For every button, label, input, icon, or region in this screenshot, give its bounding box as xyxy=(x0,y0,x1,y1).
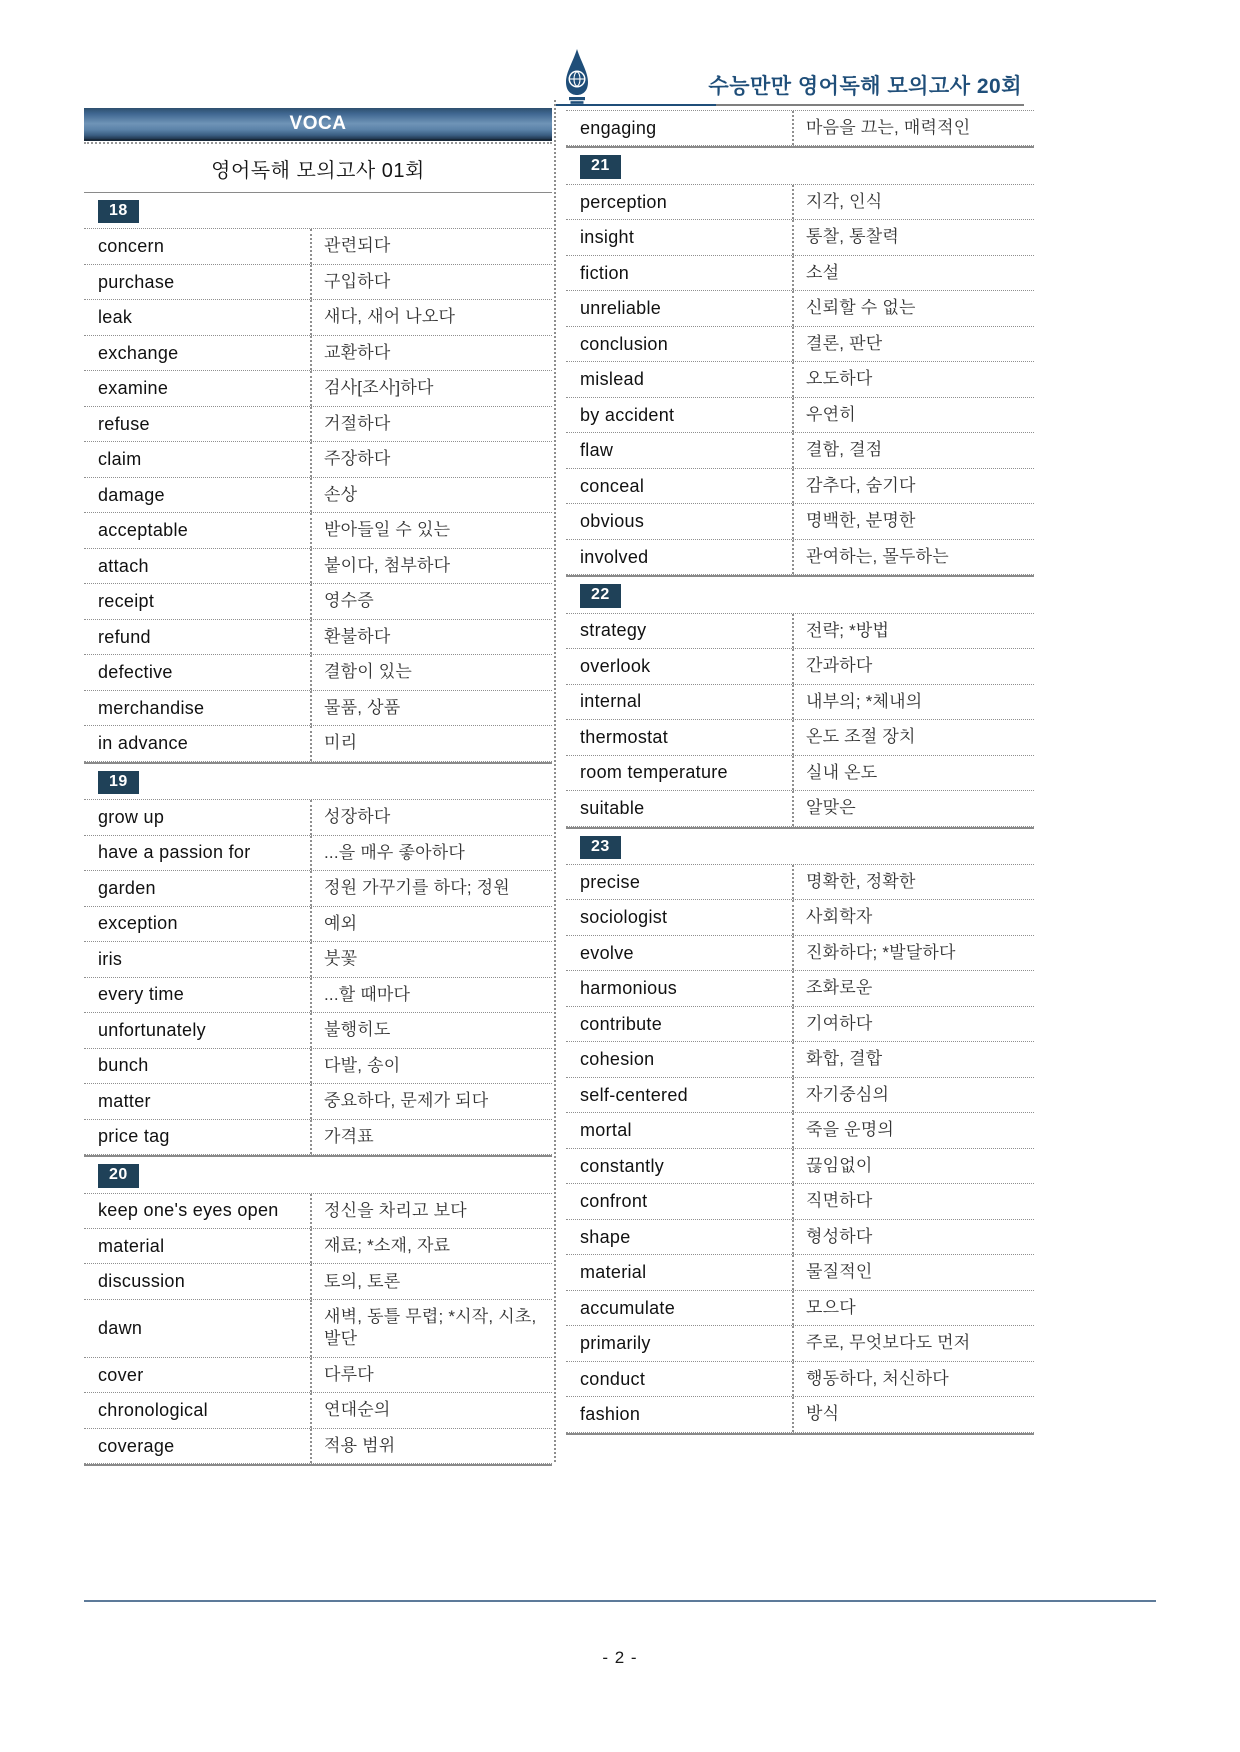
section-end-rule xyxy=(566,1433,1034,1435)
vocab-term: involved xyxy=(566,540,794,575)
pen-globe-logo-icon xyxy=(560,48,594,106)
vocab-term: examine xyxy=(84,371,312,406)
vocab-meaning: 검사[조사]하다 xyxy=(324,378,434,398)
vocab-meaning: 교환하다 xyxy=(324,342,391,362)
vocab-table xyxy=(566,613,1034,827)
vocab-meaning: 다루다 xyxy=(324,1364,374,1384)
vocab-term: thermostat xyxy=(566,720,794,755)
vocab-meaning: ...을 매우 좋아하다 xyxy=(324,842,465,862)
vocab-term: confront xyxy=(566,1184,794,1219)
vocab-meaning: 신뢰할 수 없는 xyxy=(806,298,916,318)
vocab-row xyxy=(566,756,1034,792)
vocab-meaning: 물질적인 xyxy=(806,1262,873,1282)
page-header xyxy=(556,46,1024,108)
vocab-meaning: 마음을 끄는, 매력적인 xyxy=(806,118,971,137)
vocab-meaning: 오도하다 xyxy=(806,369,873,389)
vocab-meaning: 주로, 무엇보다도 먼저 xyxy=(806,1333,971,1353)
vocab-row xyxy=(84,265,552,301)
vocab-term: unreliable xyxy=(566,291,794,326)
vocab-row xyxy=(566,433,1034,469)
vocab-term: conduct xyxy=(566,1362,794,1397)
vocab-row xyxy=(566,256,1034,292)
vocab-row xyxy=(566,184,1034,220)
section-number-badge: 22 xyxy=(580,584,621,607)
vocab-term: accumulate xyxy=(566,1291,794,1326)
vocab-meaning: 받아들일 수 있는 xyxy=(324,520,451,540)
vocab-term: insight xyxy=(566,220,794,255)
section-badge-row xyxy=(566,829,1034,864)
vocab-term: material xyxy=(566,1255,794,1290)
vocab-term: contribute xyxy=(566,1007,794,1042)
vocab-term: bunch xyxy=(84,1049,312,1084)
vocab-term: precise xyxy=(566,865,794,899)
vocab-row xyxy=(84,907,552,943)
vocab-row xyxy=(566,110,1034,146)
vocab-row xyxy=(84,655,552,691)
section-number-badge: 23 xyxy=(580,836,621,859)
vocab-term: price tag xyxy=(84,1120,312,1155)
vocab-term: room temperature xyxy=(566,756,794,791)
section-badge-row xyxy=(566,577,1034,612)
vocab-row xyxy=(566,220,1034,256)
vocab-meaning: 알맞은 xyxy=(806,798,856,818)
footer-rule xyxy=(84,1600,1156,1602)
vocab-meaning: 새다, 새어 나오다 xyxy=(324,307,456,327)
vocab-row xyxy=(84,1264,552,1300)
vocab-row xyxy=(566,1362,1034,1398)
vocab-term: self-centered xyxy=(566,1078,794,1113)
vocab-row xyxy=(84,620,552,656)
vocab-row xyxy=(566,504,1034,540)
vocab-term: obvious xyxy=(566,504,794,539)
section-badge-row xyxy=(566,148,1034,183)
vocab-term: refund xyxy=(84,620,312,655)
vocab-meaning: 주장하다 xyxy=(324,449,391,469)
vocab-section xyxy=(84,1157,552,1466)
vocab-row xyxy=(84,513,552,549)
vocab-meaning: 영수증 xyxy=(324,591,374,611)
right-column xyxy=(566,110,1034,1435)
vocab-term: strategy xyxy=(566,614,794,648)
vocab-row xyxy=(566,1397,1034,1433)
vocab-row xyxy=(84,726,552,762)
vocab-term: unfortunately xyxy=(84,1013,312,1048)
vocab-meaning: 관여하는, 몰두하는 xyxy=(806,546,949,566)
vocab-meaning: 죽을 운명의 xyxy=(806,1120,895,1140)
vocab-table xyxy=(84,799,552,1155)
vocab-meaning: 사회학자 xyxy=(806,907,873,927)
vocab-term: coverage xyxy=(84,1429,312,1464)
vocab-meaning: 결론, 판단 xyxy=(806,333,883,353)
vocab-term: primarily xyxy=(566,1326,794,1361)
vocab-row xyxy=(84,978,552,1014)
vocab-meaning: 새벽, 동틀 무렵; *시작, 시초, 발단 xyxy=(324,1306,537,1349)
vocab-meaning: 연대순의 xyxy=(324,1400,391,1420)
vocab-term: fashion xyxy=(566,1397,794,1432)
vocab-term: conclusion xyxy=(566,327,794,362)
vocab-row xyxy=(566,398,1034,434)
vocab-meaning: 물품, 상품 xyxy=(324,697,401,717)
voca-banner-label: VOCA xyxy=(289,112,347,134)
vocab-meaning: 간과하다 xyxy=(806,656,873,676)
vocab-term: grow up xyxy=(84,800,312,834)
vocab-term: damage xyxy=(84,478,312,513)
vocab-term: shape xyxy=(566,1220,794,1255)
vocab-term: every time xyxy=(84,978,312,1013)
vocab-row xyxy=(566,1184,1034,1220)
vocab-term: iris xyxy=(84,942,312,977)
vocab-table xyxy=(84,1193,552,1465)
header-title: 수능만만 영어독해 모의고사 20회 xyxy=(708,75,1022,98)
vocab-row xyxy=(566,1007,1034,1043)
section-number-badge: 20 xyxy=(98,1164,139,1187)
vocab-row xyxy=(84,871,552,907)
vocab-meaning: 토의, 토론 xyxy=(324,1271,401,1291)
vocab-row xyxy=(84,1049,552,1085)
vocab-row xyxy=(566,971,1034,1007)
vocab-row xyxy=(566,900,1034,936)
vocab-meaning: 미리 xyxy=(324,733,358,753)
vocab-row xyxy=(84,478,552,514)
vocab-term: fiction xyxy=(566,256,794,291)
vocab-row xyxy=(84,1358,552,1394)
vocab-term: dawn xyxy=(84,1300,312,1357)
vocab-term: keep one's eyes open xyxy=(84,1194,312,1228)
section-badge-row xyxy=(84,193,552,228)
vocab-term: claim xyxy=(84,442,312,477)
vocab-row xyxy=(84,371,552,407)
vocab-meaning: 방식 xyxy=(806,1404,840,1424)
vocab-row xyxy=(566,1149,1034,1185)
vocab-row xyxy=(84,228,552,264)
vocab-row xyxy=(566,864,1034,900)
vocab-meaning: 결함이 있는 xyxy=(324,662,413,682)
vocab-row xyxy=(566,685,1034,721)
vocab-meaning: 성장하다 xyxy=(324,807,391,827)
vocab-row xyxy=(566,327,1034,363)
vocab-term: attach xyxy=(84,549,312,584)
vocab-row xyxy=(566,362,1034,398)
vocab-term: engaging xyxy=(566,111,794,145)
vocab-row xyxy=(84,442,552,478)
column-divider xyxy=(554,100,556,1462)
vocab-row xyxy=(84,1193,552,1229)
vocab-meaning: 화합, 결합 xyxy=(806,1049,883,1069)
vocab-row xyxy=(566,613,1034,649)
vocab-term: evolve xyxy=(566,936,794,971)
vocab-meaning: 구입하다 xyxy=(324,271,391,291)
vocab-row xyxy=(566,720,1034,756)
vocab-row xyxy=(84,549,552,585)
vocab-meaning: 가격표 xyxy=(324,1126,374,1146)
vocab-meaning: 결함, 결점 xyxy=(806,440,883,460)
vocab-meaning: 내부의; *체내의 xyxy=(806,691,923,711)
vocab-row xyxy=(84,836,552,872)
vocab-row xyxy=(566,649,1034,685)
vocab-meaning: 지각, 인식 xyxy=(806,191,883,211)
vocab-row xyxy=(84,1429,552,1465)
section-end-rule xyxy=(84,1464,552,1466)
vocab-meaning: 조화로운 xyxy=(806,978,873,998)
vocab-table xyxy=(566,864,1034,1433)
vocab-term: purchase xyxy=(84,265,312,300)
vocab-row xyxy=(84,799,552,835)
vocab-row xyxy=(84,336,552,372)
section-badge-row xyxy=(84,764,552,799)
vocab-term: in advance xyxy=(84,726,312,761)
section-number-badge: 21 xyxy=(580,155,621,178)
vocab-meaning: 예외 xyxy=(324,913,358,933)
vocab-row xyxy=(84,1084,552,1120)
vocab-row xyxy=(566,1291,1034,1327)
page-number: - 2 - xyxy=(602,1648,638,1667)
vocab-meaning: 적용 범위 xyxy=(324,1435,396,1455)
vocab-row xyxy=(566,1326,1034,1362)
vocab-meaning: 기여하다 xyxy=(806,1013,873,1033)
section-badge-row xyxy=(84,1157,552,1192)
vocab-meaning: 중요하다, 문제가 되다 xyxy=(324,1091,489,1111)
vocab-term: constantly xyxy=(566,1149,794,1184)
vocab-meaning: 행동하다, 처신하다 xyxy=(806,1368,949,1388)
vocab-meaning: 형성하다 xyxy=(806,1226,873,1246)
vocab-meaning: ...할 때마다 xyxy=(324,984,411,1004)
vocab-meaning: 감추다, 숨기다 xyxy=(806,475,916,495)
vocab-row xyxy=(566,1042,1034,1078)
right-section-list xyxy=(566,148,1034,1434)
vocab-meaning: 붓꽃 xyxy=(324,949,358,969)
vocab-section xyxy=(566,577,1034,828)
vocab-term: exchange xyxy=(84,336,312,371)
vocab-meaning: 거절하다 xyxy=(324,413,391,433)
vocab-meaning: 명백한, 분명한 xyxy=(806,511,916,531)
vocab-term: cover xyxy=(84,1358,312,1393)
vocab-table xyxy=(566,184,1034,575)
vocab-meaning: 자기중심의 xyxy=(806,1084,890,1104)
vocab-term: sociologist xyxy=(566,900,794,935)
vocab-row xyxy=(566,791,1034,827)
vocab-table xyxy=(566,110,1034,146)
vocab-row xyxy=(84,300,552,336)
vocab-meaning: 손상 xyxy=(324,484,358,504)
vocab-row xyxy=(566,1220,1034,1256)
vocab-row xyxy=(566,1078,1034,1114)
vocab-term: conceal xyxy=(566,469,794,504)
left-section-list xyxy=(84,193,552,1466)
right-lead-entries xyxy=(566,110,1034,148)
vocab-meaning: 관련되다 xyxy=(324,236,391,256)
vocab-meaning: 다발, 송이 xyxy=(324,1055,401,1075)
vocab-meaning: 불행히도 xyxy=(324,1020,391,1040)
vocab-meaning: 진화하다; *발달하다 xyxy=(806,942,956,962)
vocab-term: by accident xyxy=(566,398,794,433)
section-number-badge: 18 xyxy=(98,200,139,223)
vocab-meaning: 통찰, 통찰력 xyxy=(806,227,899,247)
vocab-row xyxy=(566,469,1034,505)
vocab-meaning: 실내 온도 xyxy=(806,762,878,782)
section-number-badge: 19 xyxy=(98,771,139,794)
vocab-term: have a passion for xyxy=(84,836,312,871)
vocab-term: internal xyxy=(566,685,794,720)
vocab-table xyxy=(84,228,552,761)
vocab-meaning: 정신을 차리고 보다 xyxy=(324,1200,467,1220)
vocab-row xyxy=(566,936,1034,972)
vocab-term: perception xyxy=(566,185,794,219)
voca-subtitle: 영어독해 모의고사 01회 xyxy=(211,160,425,182)
vocab-meaning: 끊임없이 xyxy=(806,1155,873,1175)
vocab-term: concern xyxy=(84,229,312,263)
vocab-row xyxy=(84,1393,552,1429)
vocab-meaning: 전략; *방법 xyxy=(806,620,890,640)
voca-banner xyxy=(84,108,552,141)
vocab-meaning: 우연히 xyxy=(806,404,856,424)
vocab-meaning: 소설 xyxy=(806,262,840,282)
vocab-term: mislead xyxy=(566,362,794,397)
vocab-term: cohesion xyxy=(566,1042,794,1077)
vocab-meaning: 온도 조절 장치 xyxy=(806,727,916,747)
vocab-section xyxy=(566,829,1034,1435)
vocab-section xyxy=(84,764,552,1157)
vocab-meaning: 재료; *소재, 자료 xyxy=(324,1236,451,1256)
vocab-row xyxy=(84,407,552,443)
vocab-term: suitable xyxy=(566,791,794,826)
vocab-row xyxy=(84,1300,552,1358)
vocab-term: merchandise xyxy=(84,691,312,726)
vocab-row xyxy=(566,540,1034,576)
left-column xyxy=(84,108,552,1466)
vocab-term: harmonious xyxy=(566,971,794,1006)
vocab-row xyxy=(84,1013,552,1049)
vocab-row xyxy=(84,942,552,978)
vocab-term: garden xyxy=(84,871,312,906)
vocab-term: matter xyxy=(84,1084,312,1119)
vocab-term: defective xyxy=(84,655,312,690)
vocab-meaning: 명확한, 정확한 xyxy=(806,871,916,891)
vocab-term: flaw xyxy=(566,433,794,468)
vocab-term: leak xyxy=(84,300,312,335)
header-rule-accent xyxy=(556,104,716,106)
vocab-term: overlook xyxy=(566,649,794,684)
vocab-meaning: 모으다 xyxy=(806,1297,856,1317)
vocab-row xyxy=(84,1120,552,1156)
vocab-meaning: 환불하다 xyxy=(324,626,391,646)
vocab-term: refuse xyxy=(84,407,312,442)
vocab-term: mortal xyxy=(566,1113,794,1148)
vocab-meaning: 직면하다 xyxy=(806,1191,873,1211)
vocab-section xyxy=(566,148,1034,577)
vocab-meaning: 붙이다, 첨부하다 xyxy=(324,555,451,575)
vocab-row xyxy=(84,691,552,727)
vocab-row xyxy=(566,1113,1034,1149)
vocab-term: acceptable xyxy=(84,513,312,548)
vocab-term: material xyxy=(84,1229,312,1264)
vocab-term: discussion xyxy=(84,1264,312,1299)
vocab-row xyxy=(566,1255,1034,1291)
vocab-term: chronological xyxy=(84,1393,312,1428)
vocab-row xyxy=(566,291,1034,327)
vocab-term: exception xyxy=(84,907,312,942)
vocab-row xyxy=(84,584,552,620)
vocab-row xyxy=(84,1229,552,1265)
vocab-term: receipt xyxy=(84,584,312,619)
vocab-meaning: 정원 가꾸기를 하다; 정원 xyxy=(324,878,510,898)
vocab-section xyxy=(84,193,552,764)
